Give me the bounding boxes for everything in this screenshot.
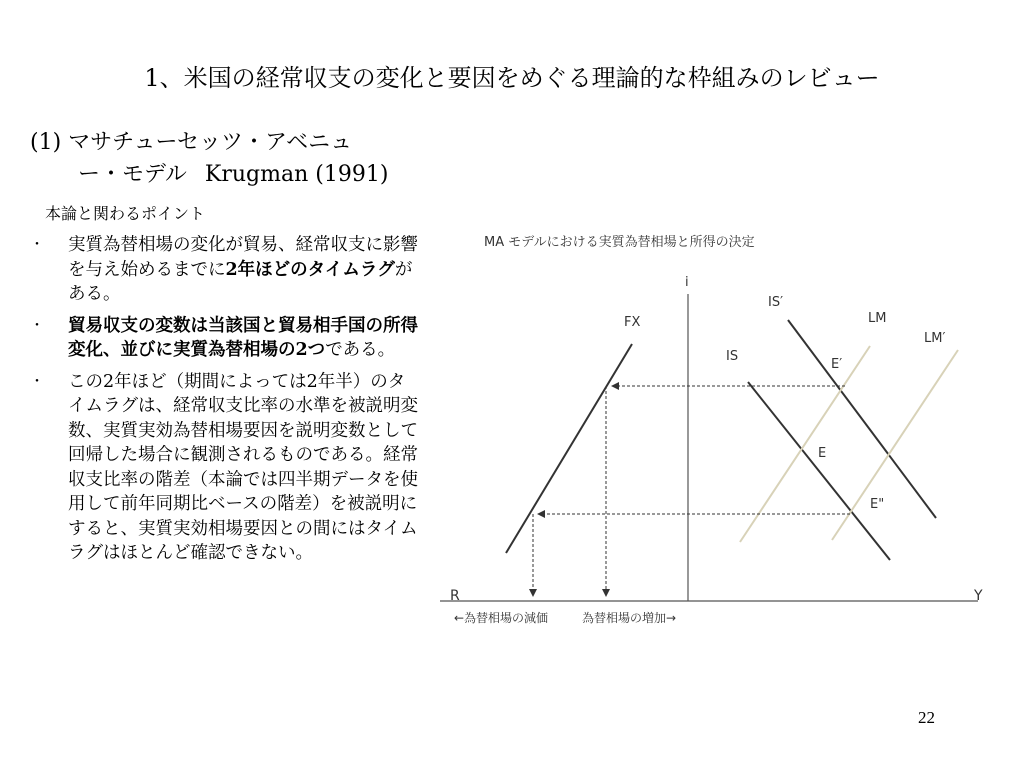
bullet-marker: ・	[30, 373, 44, 390]
section-heading	[30, 127, 430, 191]
bullet-list	[30, 233, 420, 573]
bullet-text: この2年ほど（期間によっては2年半）のタイムラグは、経常収支比率の水準を被説明変数、実質実効為替相場要因を説明変数として回帰した場合に観測されるものである。経常収支比率の階差（本論では四半期データを使用して前年同期比ベースの階差）を被説明にすると、実質実効相場要因との間にはタイムラグはほとんど確認できない。	[68, 371, 418, 563]
label-is: IS	[726, 349, 739, 364]
label-lm-prime: LM′	[924, 331, 946, 346]
label-fx: FX	[624, 315, 641, 330]
ma-model-diagram	[440, 222, 1000, 642]
label-r: R	[450, 588, 460, 604]
is-prime-curve	[788, 320, 936, 518]
section-heading-line2: ー・モデル	[78, 162, 187, 187]
label-e-prime: E′	[831, 357, 843, 372]
caption-depreciation: ←為替相場の減価	[454, 611, 549, 625]
bullet-item	[30, 233, 420, 307]
fx-curve	[506, 344, 632, 553]
bullet-text: 実質為替相場の変化が貿易、経常収支に影響を与え始めるまでに	[68, 235, 418, 280]
label-lm: LM	[868, 311, 887, 326]
bullet-item	[30, 370, 420, 566]
label-y: Y	[974, 588, 983, 604]
slide-title: 1、米国の経常収支の変化と要因をめぐる理論的な枠組みのレビュー	[144, 64, 880, 92]
bullet-marker: ・	[30, 237, 44, 253]
diagram-title: MA モデルにおける実質為替相場と所得の決定	[484, 235, 755, 250]
label-i: i	[685, 275, 689, 290]
bullet-text: である。	[325, 340, 396, 360]
bullet-text: がある。	[68, 259, 413, 304]
label-e-double-prime: E"	[870, 497, 885, 512]
page-number: 22	[918, 708, 935, 727]
diagram-svg	[440, 222, 1000, 642]
section-heading-line2-wrap	[30, 159, 430, 191]
section-heading-author: Krugman (1991)	[204, 162, 389, 187]
is-curve	[748, 382, 890, 560]
bullet-marker: ・	[30, 317, 44, 334]
bullet-item	[30, 314, 420, 363]
section-heading-line1: (1) マサチューセッツ・アベニュ	[30, 130, 353, 155]
label-e: E	[818, 446, 827, 461]
bullet-text-bold: 2年ほどのタイムラグ	[225, 259, 395, 280]
caption-appreciation: 為替相場の増加→	[582, 611, 677, 625]
intro-text: 本論と関わるポイント	[45, 204, 206, 223]
lm-prime-curve	[832, 350, 958, 540]
bullet-text-bold: 貿易収支の変数は当該国と貿易相手国の所得変化、並びに実質為替相場の2つ	[68, 315, 418, 360]
label-is-prime: IS′	[768, 295, 784, 310]
